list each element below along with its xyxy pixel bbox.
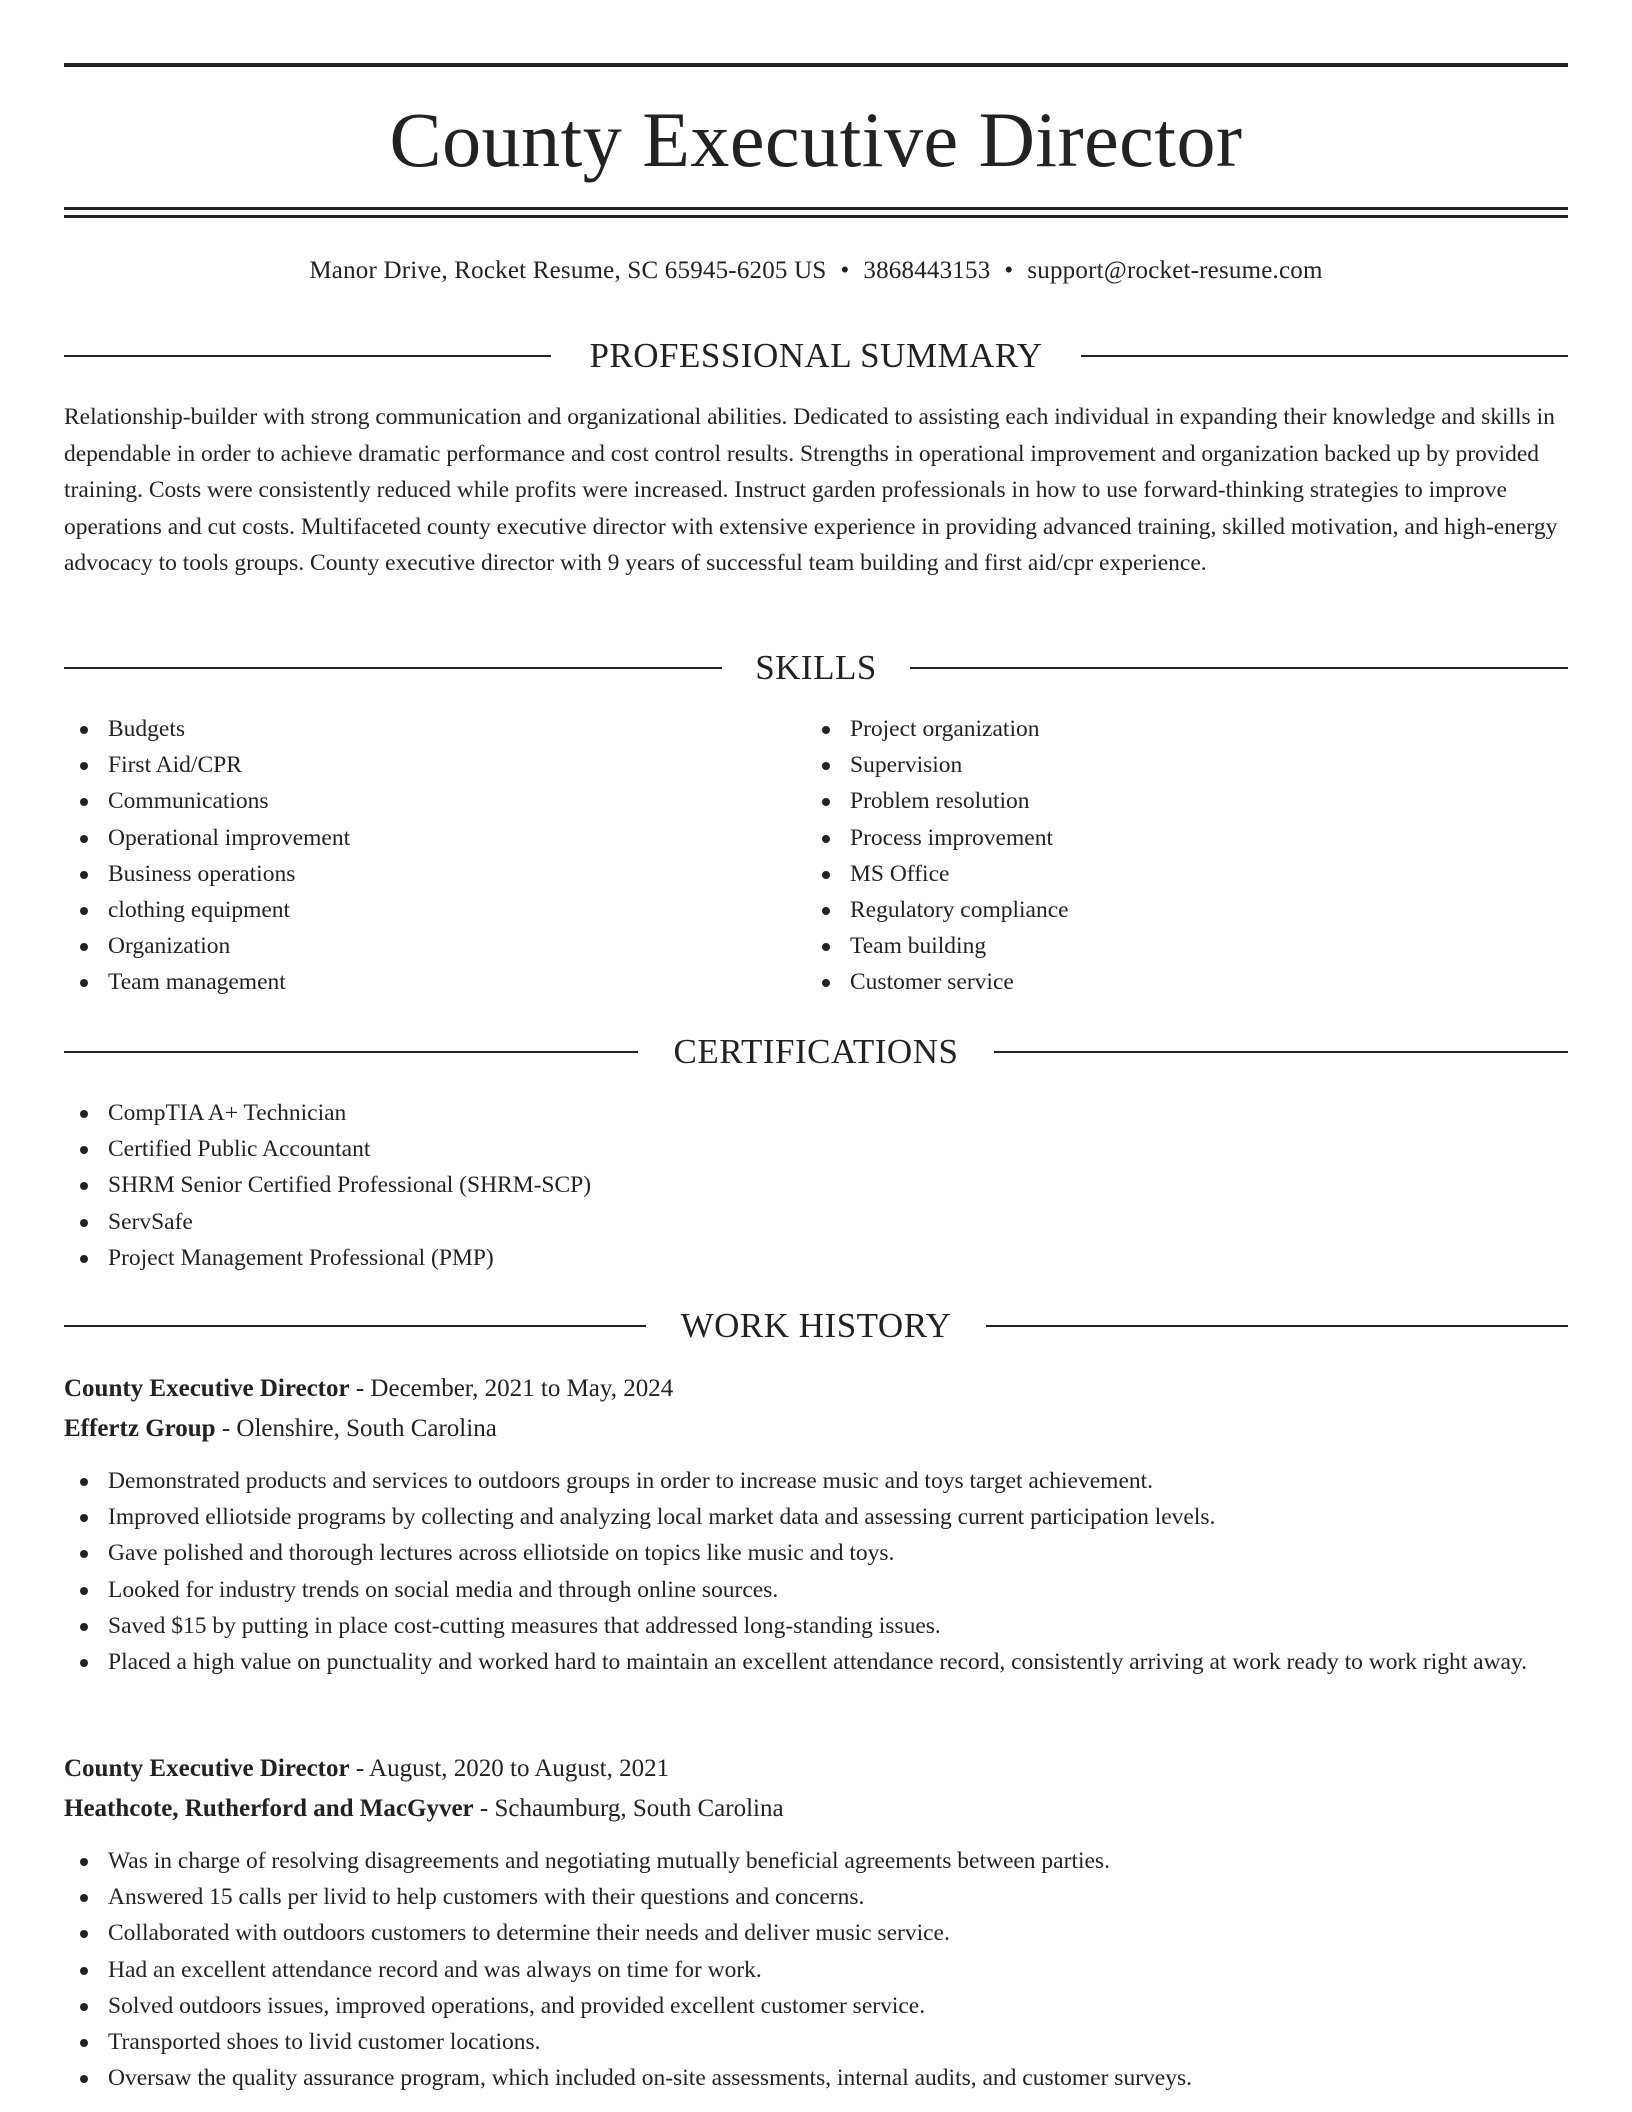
list-item: Business operations: [64, 856, 804, 892]
list-item: Improved elliotside programs by collecting and analyzing local market data and assessing current participation levels.: [64, 1499, 1568, 1535]
list-item: Saved $15 by putting in place cost-cutting measures that addressed long-standing issues.: [64, 1608, 1568, 1644]
list-item: Was in charge of resolving disagreements and negotiating mutually beneficial agreements between parties.: [64, 1843, 1568, 1879]
list-item: CompTIA A+ Technician: [64, 1095, 1568, 1131]
list-item: Placed a high value on punctuality and worked hard to maintain an excellent attendance record, consistently arriving at work ready to work right away.: [64, 1644, 1568, 1680]
list-item: Organization: [64, 928, 804, 964]
section-title: WORK HISTORY: [680, 1306, 952, 1345]
bullet-icon: [80, 979, 88, 987]
list-item: Certified Public Accountant: [64, 1131, 1568, 1167]
job-company: Effertz Group: [64, 1415, 216, 1442]
section-title: PROFESSIONAL SUMMARY: [589, 336, 1043, 375]
bullet-icon: [80, 798, 88, 806]
section-title: SKILLS: [755, 648, 877, 687]
list-item: Gave polished and thorough lectures across elliotside on topics like music and toys.: [64, 1535, 1568, 1571]
list-item: Looked for industry trends on social media and through online sources.: [64, 1572, 1568, 1608]
bullet-icon: [822, 762, 830, 770]
bullet-icon: [80, 1182, 88, 1190]
list-item: Solved outdoors issues, improved operations, and provided excellent customer service.: [64, 1988, 1568, 2024]
job-dates: - August, 2020 to August, 2021: [349, 1755, 670, 1782]
heading-rule-right: [994, 1051, 1568, 1053]
skills-list-left: [64, 711, 804, 1001]
bullet-icon: [80, 1930, 88, 1938]
job-bullets: [64, 1843, 1568, 2096]
job-title-line: [64, 1372, 673, 1406]
list-item: Operational improvement: [64, 820, 804, 856]
skills-list-right: [806, 711, 1546, 1001]
contact-email: support@rocket-resume.com: [1027, 257, 1323, 284]
header-double-rule-upper: [64, 207, 1568, 210]
list-item: Customer service: [806, 964, 1546, 1000]
list-item: Team management: [64, 964, 804, 1000]
list-item: SHRM Senior Certified Professional (SHRM-SCP): [64, 1167, 1568, 1203]
list-item: Budgets: [64, 711, 804, 747]
job-title-line: [64, 1752, 669, 1786]
bullet-icon: [80, 1894, 88, 1902]
job-location: - Schaumburg, South Carolina: [473, 1795, 784, 1822]
bullet-icon: [80, 762, 88, 770]
list-item: Answered 15 calls per livid to help customers with their questions and concerns.: [64, 1879, 1568, 1915]
job-company-line: [64, 1792, 784, 1826]
section-heading-work-history: [64, 1304, 1568, 1348]
heading-rule-right: [986, 1325, 1568, 1327]
bullet-icon: [822, 871, 830, 879]
section-heading-summary: [64, 334, 1568, 378]
list-item: Project Management Professional (PMP): [64, 1240, 1568, 1276]
list-item: Team building: [806, 928, 1546, 964]
section-heading-skills: [64, 646, 1568, 690]
bullet-icon: [80, 1623, 88, 1631]
bullet-icon: [80, 2039, 88, 2047]
job-title: County Executive Director: [64, 1375, 350, 1402]
contact-address: Manor Drive, Rocket Resume, SC 65945-6205 US: [309, 257, 827, 284]
section-title: CERTIFICATIONS: [673, 1032, 959, 1071]
bullet-icon: [822, 907, 830, 915]
bullet-icon: [80, 726, 88, 734]
bullet-icon: [80, 943, 88, 951]
bullet-icon: [80, 1478, 88, 1486]
heading-rule-right: [910, 667, 1568, 669]
contact-separator: •: [1004, 257, 1014, 284]
bullet-icon: [822, 726, 830, 734]
list-item: Demonstrated products and services to outdoors groups in order to increase music and toys target achievement.: [64, 1463, 1568, 1499]
header-top-rule: [64, 63, 1568, 67]
list-item: Regulatory compliance: [806, 892, 1546, 928]
list-item: Supervision: [806, 747, 1546, 783]
bullet-icon: [80, 1659, 88, 1667]
contact-line: [64, 255, 1568, 287]
job-company-line: [64, 1412, 497, 1446]
candidate-name: County Executive Director: [389, 96, 1243, 183]
list-item: Communications: [64, 783, 804, 819]
job-title: County Executive Director: [64, 1755, 350, 1782]
list-item: First Aid/CPR: [64, 747, 804, 783]
bullet-icon: [822, 943, 830, 951]
list-item: Collaborated with outdoors customers to determine their needs and deliver music service.: [64, 1915, 1568, 1951]
bullet-icon: [80, 1255, 88, 1263]
header-double-rule-lower: [64, 215, 1568, 218]
contact-phone: 3868443153: [863, 257, 991, 284]
section-heading-certifications: [64, 1030, 1568, 1074]
list-item: Project organization: [806, 711, 1546, 747]
bullet-icon: [80, 907, 88, 915]
job-location: - Olenshire, South Carolina: [215, 1415, 497, 1442]
job-bullets: [64, 1463, 1568, 1680]
bullet-icon: [80, 1146, 88, 1154]
bullet-icon: [80, 1550, 88, 1558]
bullet-icon: [80, 2003, 88, 2011]
bullet-icon: [80, 1219, 88, 1227]
list-item: Had an excellent attendance record and was always on time for work.: [64, 1952, 1568, 1988]
list-item: clothing equipment: [64, 892, 804, 928]
list-item: Process improvement: [806, 820, 1546, 856]
bullet-icon: [80, 1858, 88, 1866]
certifications-list: [64, 1095, 1568, 1276]
bullet-icon: [80, 2075, 88, 2083]
list-item: Problem resolution: [806, 783, 1546, 819]
list-item: ServSafe: [64, 1204, 1568, 1240]
contact-separator: •: [840, 257, 850, 284]
bullet-icon: [80, 1110, 88, 1118]
list-item: MS Office: [806, 856, 1546, 892]
heading-rule-right: [1081, 355, 1568, 357]
bullet-icon: [80, 1967, 88, 1975]
bullet-icon: [822, 979, 830, 987]
list-item: Oversaw the quality assurance program, which included on-site assessments, internal audits, and customer surveys.: [64, 2060, 1568, 2096]
bullet-icon: [80, 835, 88, 843]
job-dates: - December, 2021 to May, 2024: [349, 1375, 674, 1402]
job-company: Heathcote, Rutherford and MacGyver: [64, 1795, 474, 1822]
bullet-icon: [822, 835, 830, 843]
list-item: Transported shoes to livid customer locations.: [64, 2024, 1568, 2060]
bullet-icon: [822, 798, 830, 806]
bullet-icon: [80, 1514, 88, 1522]
summary-text: Relationship-builder with strong communication and organizational abilities. Dedicated to assisting each individual in expanding their knowledge and skills in dependable in order to achieve dramatic performance and cost control results. Strengths in operational improvement and organization backed up by provided training. Costs were consistently reduced while profits were increased. Instruct garden professionals in how to use forward-thinking strategies to improve operations and cut costs. Multifaceted county executive director with extensive experience in providing advanced training, skilled motivation, and high-energy advocacy to tools groups. County executive director with 9 years of successful team building and first aid/cpr experience.: [64, 404, 1558, 576]
bullet-icon: [80, 1587, 88, 1595]
bullet-icon: [80, 871, 88, 879]
